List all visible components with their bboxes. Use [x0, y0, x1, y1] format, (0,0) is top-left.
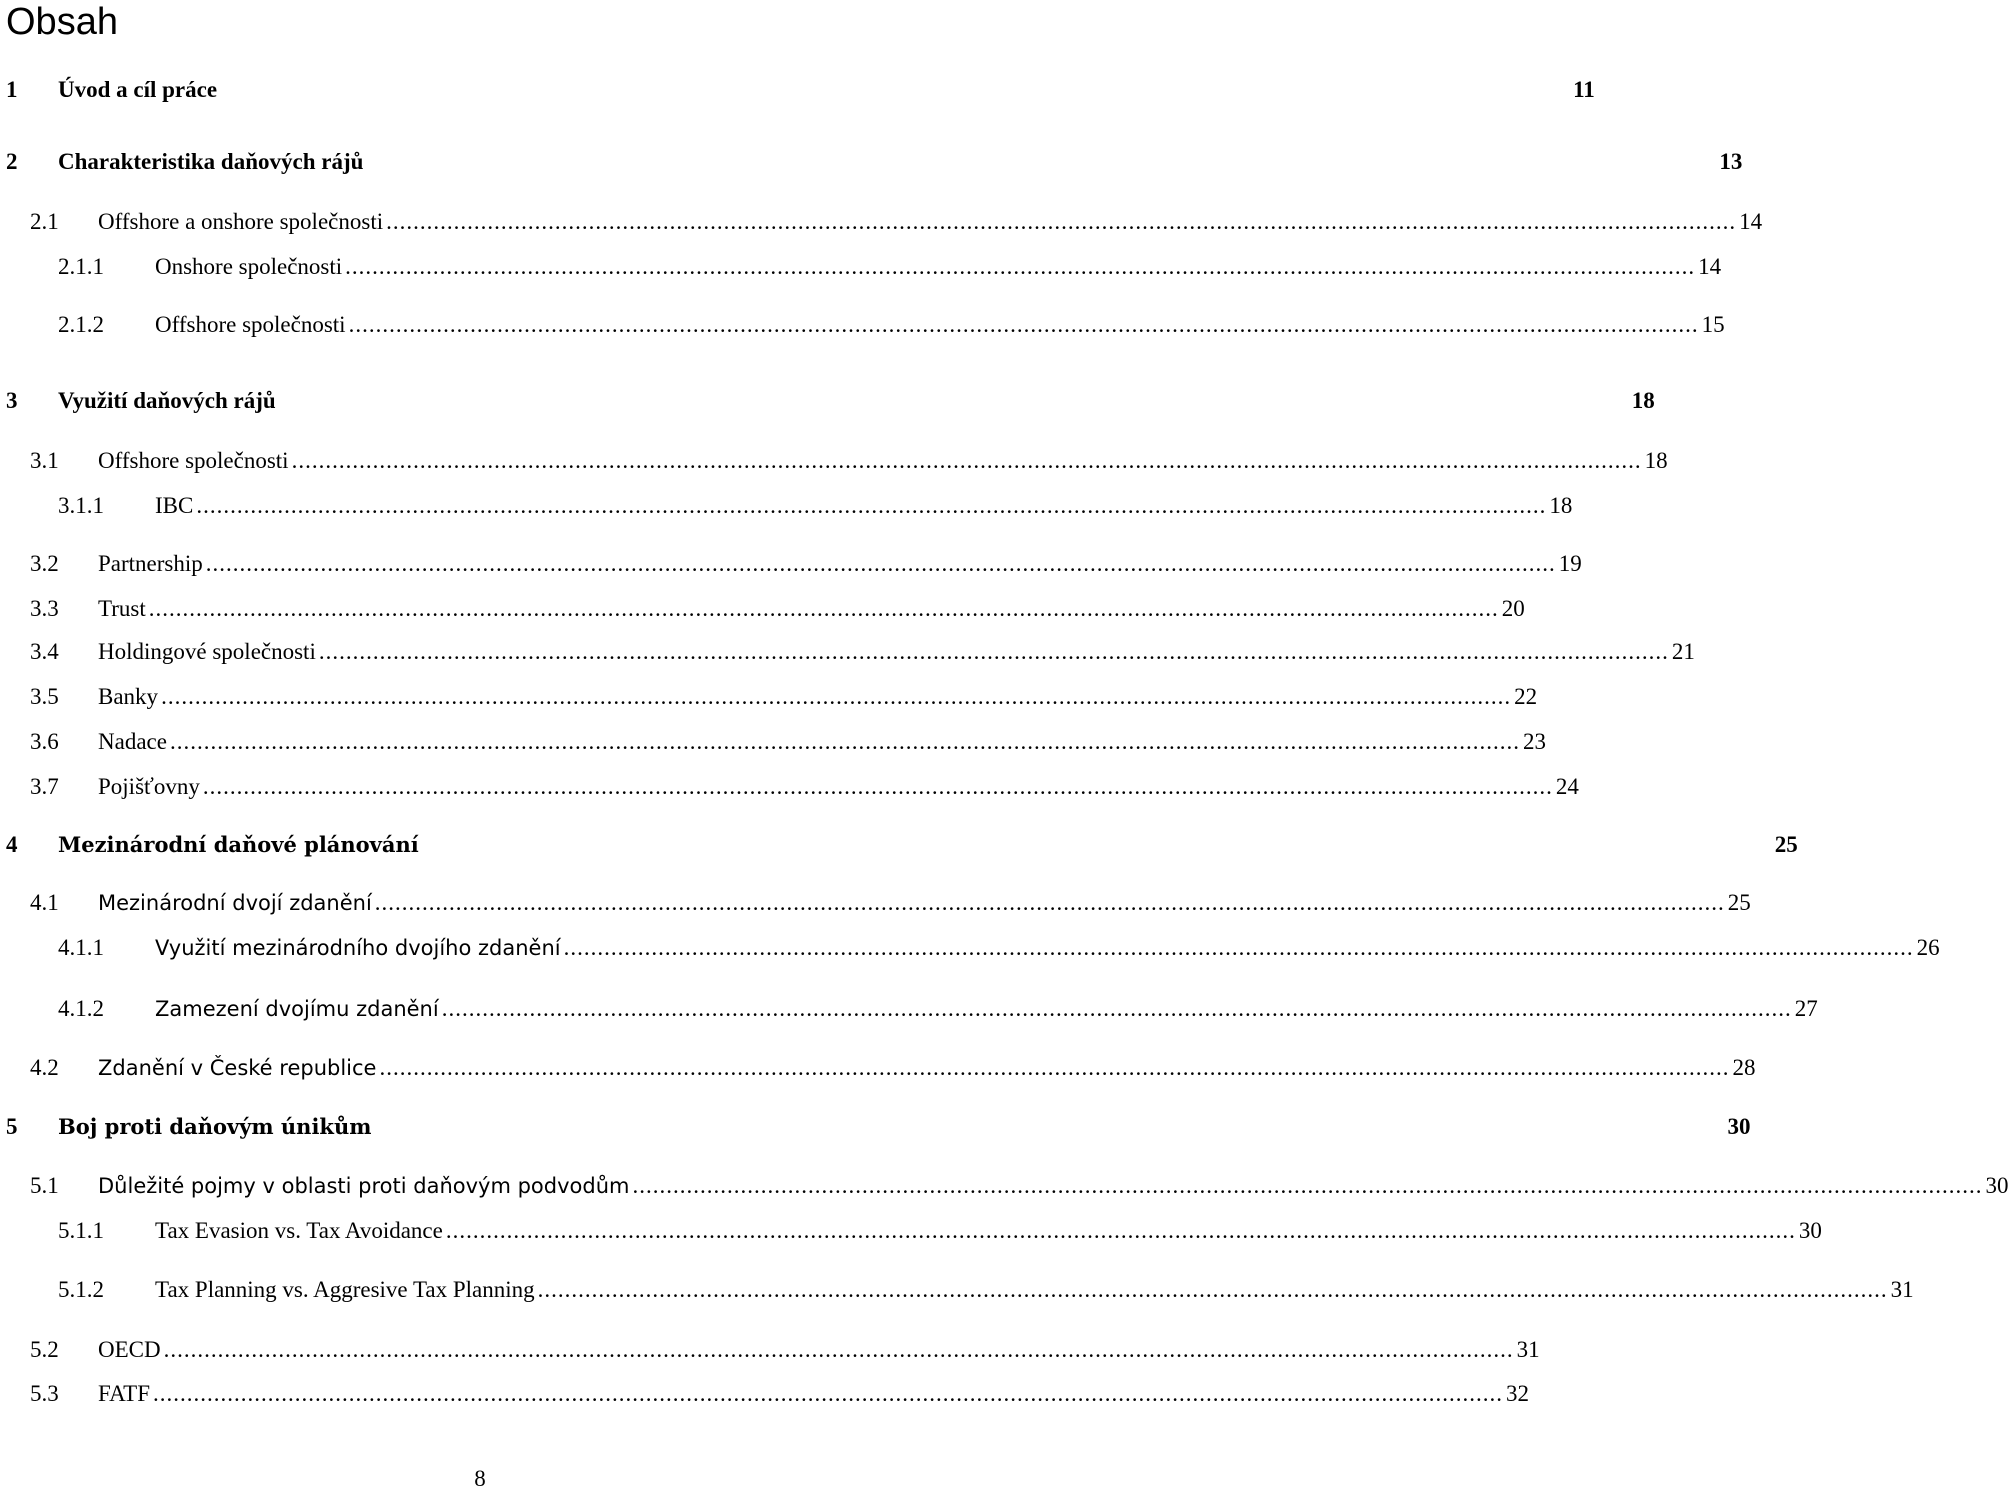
toc-entry[interactable] [6, 386, 1655, 416]
toc-entry[interactable] [58, 1216, 1822, 1246]
toc-entry-label: Offshore společnosti [98, 448, 289, 473]
dot-leader: ........................................................................................................................................................................................................ [161, 684, 1512, 709]
toc-entry-label: Charakteristika daňových rájů [58, 149, 364, 174]
toc-entry-label: Offshore a onshore společnosti [98, 209, 384, 234]
toc-entry[interactable] [6, 75, 1595, 105]
toc-entry-page: 30 [1798, 1218, 1822, 1243]
toc-entry-number: 5.1.2 [58, 1277, 104, 1302]
toc-entry-number: 3.1 [30, 448, 59, 473]
toc-entry-label: FATF [98, 1381, 150, 1406]
toc-entry-page: 18 [1644, 448, 1668, 473]
toc-entry-number: 4.2 [30, 1055, 59, 1080]
toc-entry-number: 2.1 [30, 209, 59, 234]
dot-leader: ........................................................................................................................................................................................................ [348, 312, 1699, 337]
toc-entry-number: 5.2 [30, 1337, 59, 1362]
dot-leader: ........................................................................................................................................................................................................ [632, 1173, 1983, 1198]
toc-entry[interactable] [6, 1112, 1751, 1142]
toc-entry-page: 20 [1501, 596, 1525, 621]
dot-leader: ........................................................................................................................................................................................................ [205, 551, 1556, 576]
toc-entry[interactable] [30, 727, 1546, 757]
toc-entry-number: 3.4 [30, 639, 59, 664]
toc-entry-label: Mezinárodní dvojí zdanění [98, 891, 372, 915]
toc-entry[interactable] [30, 207, 1763, 237]
toc-entry-label: Boj proti daňovým únikům [58, 1114, 372, 1139]
toc-entry-label: Holdingové společnosti [98, 639, 316, 664]
toc-entry-label: Banky [98, 684, 159, 709]
dot-leader: ........................................................................................................................................................................................................ [169, 729, 1520, 754]
toc-entry[interactable] [30, 1379, 1529, 1409]
toc-entry-page: 18 [1549, 493, 1573, 518]
toc-entry[interactable] [30, 682, 1538, 712]
toc-entry-page: 14 [1739, 209, 1763, 234]
toc-entry-page: 24 [1555, 774, 1579, 799]
toc-entry-number: 3.3 [30, 596, 59, 621]
toc-entry-number: 3.5 [30, 684, 59, 709]
toc-entry-page: 28 [1732, 1055, 1756, 1080]
dot-leader: ........................................................................................................................................................................................................ [318, 639, 1669, 664]
toc-entry-label: Důležité pojmy v oblasti proti daňovým podvodům [98, 1174, 630, 1198]
dot-leader: ........................................................................................................................................................................................................ [196, 493, 1547, 518]
dot-leader: ........................................................................................................................................................................................................ [202, 774, 1553, 799]
toc-entry[interactable] [6, 830, 1798, 860]
dot-leader: ........................................................................................................................................................................................................ [345, 254, 1696, 279]
toc-entry-page: 11 [1573, 77, 1595, 102]
toc-entry[interactable] [30, 1053, 1756, 1083]
toc-entry-number: 3.2 [30, 551, 59, 576]
toc-entry-page: 31 [1890, 1277, 1914, 1302]
toc-entry-label: Onshore společnosti [155, 254, 343, 279]
toc-entry-number: 2.1.1 [58, 254, 104, 279]
toc-entry-label: Partnership [98, 551, 203, 576]
toc-entry-page: 32 [1506, 1381, 1529, 1406]
toc-entry-page: 27 [1794, 996, 1818, 1021]
toc-entry-label: Zamezení dvojímu zdanění [155, 997, 439, 1021]
toc-entry-number: 5.3 [30, 1381, 59, 1406]
toc-entry-label: Pojišťovny [98, 774, 200, 799]
toc-entry[interactable] [58, 1275, 1914, 1305]
page-number: 8 [474, 1466, 486, 1491]
toc-entry-number: 5.1 [30, 1173, 59, 1198]
dot-leader: ........................................................................................................................................................................................................ [163, 1337, 1514, 1362]
toc-entry-page: 19 [1558, 551, 1582, 576]
toc-entry-page: 26 [1916, 935, 1940, 960]
toc-entry-page: 23 [1522, 729, 1546, 754]
toc-entry-page: 31 [1516, 1337, 1540, 1362]
dot-leader: ........................................................................................................................................................................................................ [537, 1277, 1888, 1302]
toc-entry[interactable] [30, 594, 1525, 624]
toc-entry[interactable] [58, 310, 1725, 340]
toc-entry-number: 4.1.1 [58, 935, 104, 960]
toc-entry-label: Využití mezinárodního dvojího zdanění [155, 936, 561, 960]
toc-entry-number: 4.1 [30, 890, 59, 915]
toc-entry[interactable] [58, 491, 1573, 521]
toc-entry-label: Trust [98, 596, 146, 621]
dot-leader: ........................................................................................................................................................................................................ [386, 209, 1737, 234]
toc-entry-number: 5.1.1 [58, 1218, 104, 1243]
toc-entry-label: Tax Planning vs. Aggresive Tax Planning [155, 1277, 535, 1302]
toc-entry-label: Nadace [98, 729, 167, 754]
toc-entry[interactable] [30, 549, 1582, 579]
toc-entry-label: OECD [98, 1337, 161, 1362]
toc-entry[interactable] [6, 147, 1743, 177]
dot-leader: ........................................................................................................................................................................................................ [441, 996, 1792, 1021]
toc-entry-page: 13 [1719, 149, 1743, 174]
toc-entry-page: 21 [1671, 639, 1695, 664]
toc-entry-label: Mezinárodní daňové plánování [58, 832, 419, 857]
toc-entry-page: 30 [1727, 1114, 1751, 1139]
toc-entry-label: Využití daňových rájů [58, 388, 276, 413]
toc-entry-label: Úvod a cíl práce [58, 77, 218, 102]
dot-leader: ........................................................................................................................................................................................................ [148, 596, 1499, 621]
toc-entry-label: Offshore společnosti [155, 312, 346, 337]
dot-leader: ........................................................................................................................................................................................................ [563, 935, 1914, 960]
toc-entry-number: 3.1.1 [58, 493, 104, 518]
dot-leader: ........................................................................................................................................................................................................ [153, 1381, 1503, 1406]
toc-entry-number: 4 [6, 832, 18, 857]
dot-leader: ........................................................................................................................................................................................................ [379, 1055, 1730, 1080]
toc-entry-page: 22 [1514, 684, 1538, 709]
toc-entry[interactable] [30, 637, 1695, 667]
toc-entry-page: 14 [1698, 254, 1722, 279]
toc-entry-number: 2 [6, 149, 18, 174]
toc-entry-number: 3 [6, 388, 18, 413]
toc-entry-page: 25 [1774, 832, 1798, 857]
toc-entry[interactable] [30, 772, 1579, 802]
toc-entry[interactable] [58, 994, 1818, 1024]
toc-entry-number: 3.6 [30, 729, 59, 754]
toc-entry-label: Zdanění v České republice [98, 1056, 377, 1080]
toc-entry-number: 5 [6, 1114, 18, 1139]
toc-entry[interactable] [30, 888, 1751, 918]
dot-leader: ........................................................................................................................................................................................................ [374, 890, 1725, 915]
page-title: Obsah [6, 1, 118, 43]
toc-entry-page: 30 [1985, 1173, 2008, 1198]
toc-entry[interactable] [58, 252, 1722, 282]
toc-entry-number: 3.7 [30, 774, 59, 799]
dot-leader: ........................................................................................................................................................................................................ [445, 1218, 1796, 1243]
dot-leader: ........................................................................................................................................................................................................ [291, 448, 1642, 473]
toc-entry[interactable] [30, 446, 1668, 476]
toc-entry-number: 1 [6, 77, 18, 102]
toc-entry-number: 2.1.2 [58, 312, 104, 337]
toc-entry-page: 18 [1631, 388, 1655, 413]
toc-entry[interactable] [30, 1335, 1540, 1365]
toc-entry[interactable] [58, 933, 1940, 963]
toc-entry-number: 4.1.2 [58, 996, 104, 1021]
toc-entry-label: Tax Evasion vs. Tax Avoidance [155, 1218, 443, 1243]
toc-entry-page: 15 [1701, 312, 1725, 337]
toc-entry[interactable] [30, 1171, 2008, 1201]
toc-entry-label: IBC [155, 493, 194, 518]
toc-entry-page: 25 [1727, 890, 1751, 915]
